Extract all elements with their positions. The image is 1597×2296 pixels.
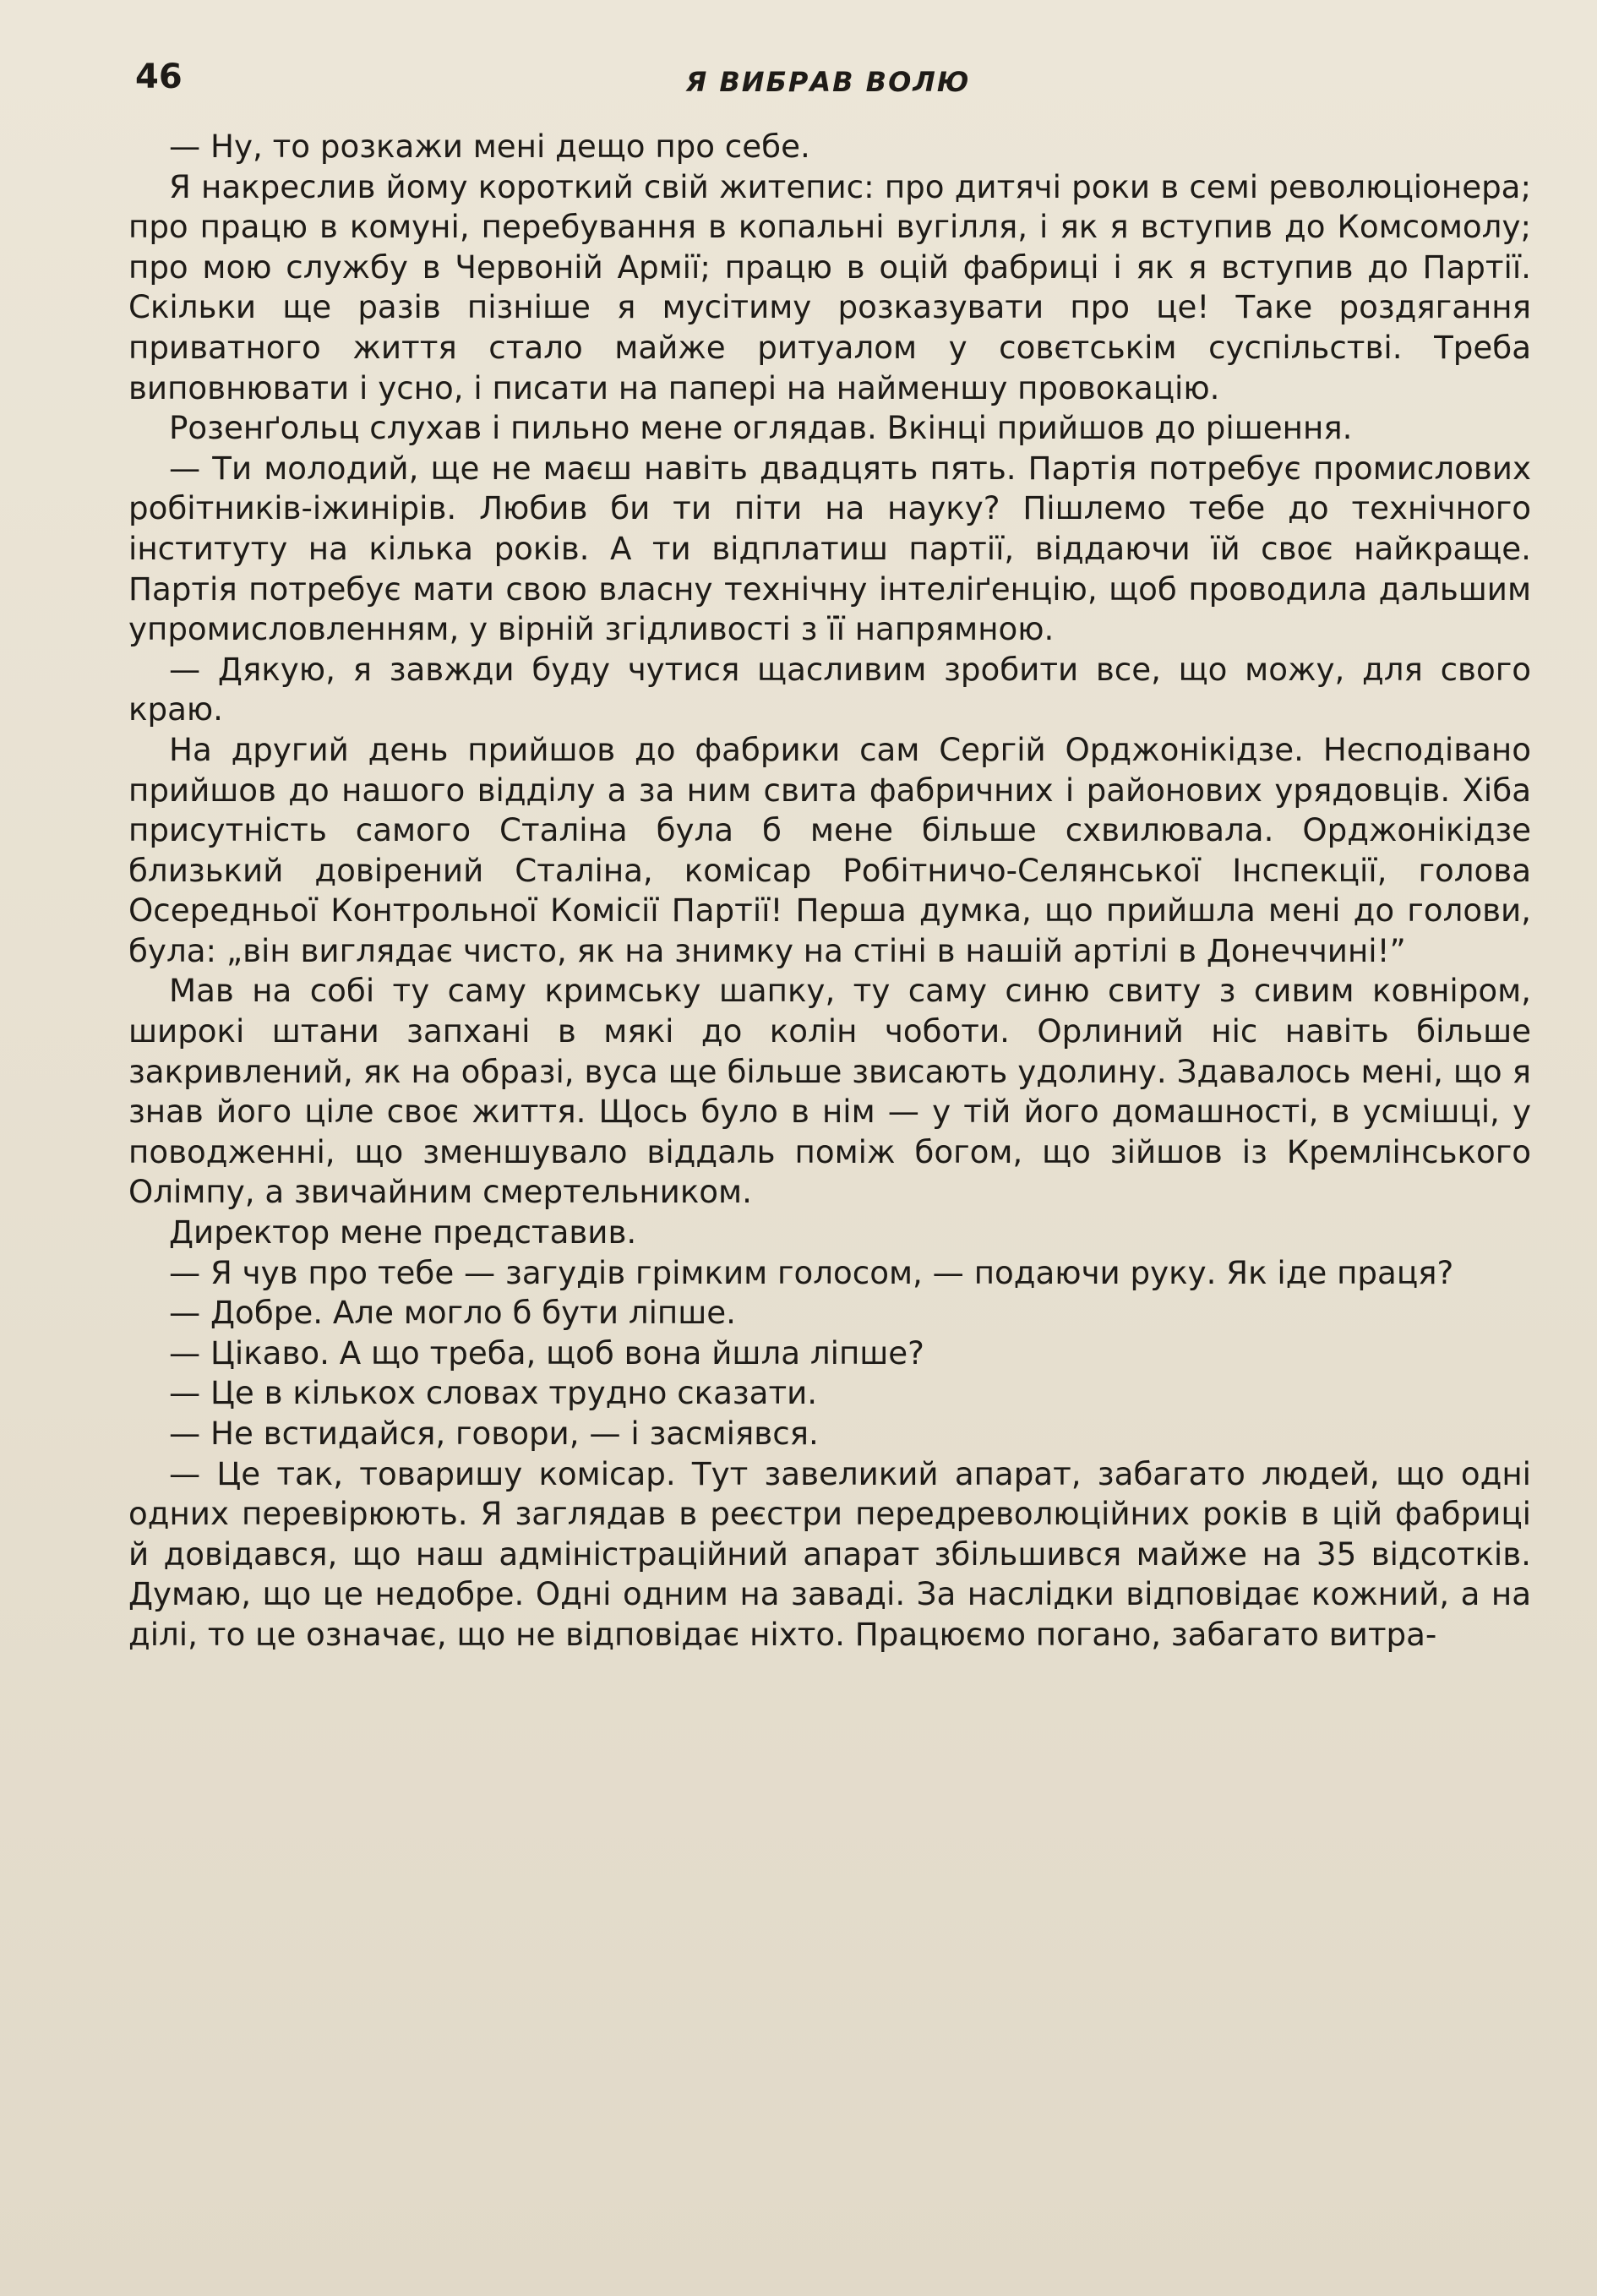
paragraph: — Не встидайся, говори, — і засміявся. (169, 1415, 819, 1452)
paragraph: Я накреслив йому короткий свій житепис: про дитячі роки в семі революціонера; про працю в комуні, перебування в копальні вугілля, і як я вступив до Комсомолу; про мою службу в Червоній Армії; працю в оцій фабриці і як я вступив до Партії. Скільки ще разів пізніше я мусітиму розказувати про це! Таке роздягання приватного життя стало майже ритуалом у совєтськім суспільстві. Треба виповнювати і усно, і писати на папері на найменшу провокацію. (128, 167, 1531, 406)
paragraph: Розенґольц слухав і пильно мене оглядав. Вкінці прийшов до рішення. (169, 409, 1353, 447)
paragraph: — Ну, то розкажи мені дещо про себе. (169, 128, 810, 165)
paragraph: На другий день прийшов до фабрики сам Сергій Орджонікідзе. Несподівано прийшов до нашого відділу а за ним свита фабричних і районових урядовців. Хіба присутність самого Сталіна була б мене більше схвилювала. Орджонікідзе близький довірений Сталіна, комісар Робітничо-Селянської Інспекції, голова Осередньої Контрольної Комісії Партії! Перша думка, що прийшла мені до голови, була: „він виглядає чисто, як на знимку на стіні в нашій артілі в Донеччині!” (128, 730, 1531, 969)
paragraph: Директор мене представив. (169, 1213, 637, 1252)
page-body (128, 127, 1531, 1655)
paragraph: — Це в кількох словах трудно сказати. (169, 1374, 818, 1412)
running-title: Я ВИБРАВ ВОЛЮ (685, 66, 971, 98)
page-header (127, 57, 1529, 108)
paragraph: Мав на собі ту саму кримську шапку, ту саму синю свиту з сивим ковніром, широкі штани запхані в мякі до колін чоботи. Орлиний ніс навіть більше закривлений, як на образі, вуса ще більше звисають удолину. Здавалось мені, що я знав його ціле своє життя. Щось було в нім — у тій його домашності, в усмішці, у поводженні, що зменшувало віддаль поміж богом, що зійшов із Кремлінського Олімпу, а звичайним смертельником. (128, 972, 1531, 1211)
paragraph: — Цікаво. А що треба, щоб вона йшла ліпше? (169, 1333, 924, 1372)
paragraph: — Ти молодий, ще не маєш навіть двадцять пять. Партія потребує промислових робітників-іжинірів. Любив би ти піти на науку? Пішлемо тебе до технічного інституту на кілька років. А ти відплатиш партії, віддаючи їй своє найкраще. Партія потребує мати свою власну технічну інтеліґенцію, щоб проводила дальшим упромисловленням, у вірній згідливості з її напрямною. (128, 449, 1531, 648)
paragraph: — Це так, товаришу комісар. Тут завеликий апарат, забагато людей, що одні одних перевірюють. Я заглядав в реєстри передреволюційних років в цій фабриці й довідався, що наш адміністраційний апарат збільшився майже на 35 відсотків. Думаю, що це недобре. Одні одним на заваді. За наслідки відповідає кожний, а на ділі, то це означає, що не відповідає ніхто. Працюємо погано, забагато витра- (128, 1454, 1531, 1653)
paragraph: — Добре. Але могло б бути ліпше. (169, 1294, 736, 1332)
paragraph: — Дякую, я завжди буду чутися щасливим зробити все, що можу, для свого краю. (128, 650, 1531, 728)
page-number: 46 (135, 57, 183, 96)
paragraph: — Я чув про тебе — загудів грімким голосом, — подаючи руку. Як іде праця? (169, 1253, 1454, 1291)
